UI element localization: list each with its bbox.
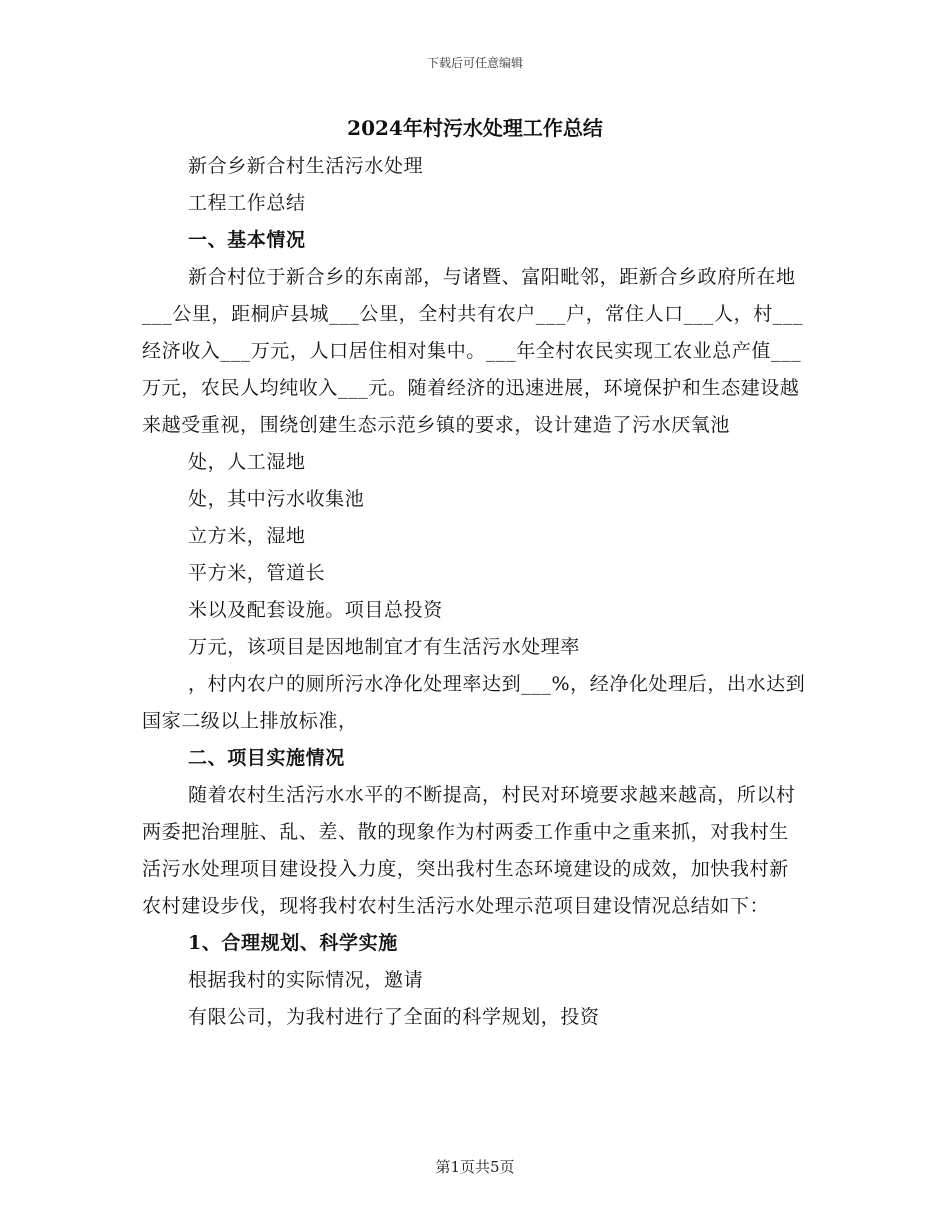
paragraph: 新合村位于新合乡的东南部，与诸暨、富阳毗邻，距新合乡政府所在地___公里，距桐庐县城___公里，全村共有农户___户，常住人口___人，村___经济收入___万元，人口居住相对集中。___年全村农民实现工农业总产值___万元，农民人均纯收入___元。随着经济的迅速进展，环境保护和生态建设越来越受重视，围绕创建生态示范乡镇的要求，设计建造了污水厌氧池 — [142, 266, 804, 436]
paragraph: 平方米，管道长 — [188, 562, 326, 584]
page-header: 下载后可任意编辑 — [426, 56, 523, 70]
paragraph: 新合乡新合村生活污水处理 — [188, 155, 424, 177]
paragraph: 处，其中污水收集池 — [188, 488, 365, 510]
paragraph: 万元，该项目是因地制宜才有生活污水处理率 — [188, 636, 581, 658]
paragraph: 根据我村的实际情况，邀请 — [188, 969, 424, 991]
paragraph: 有限公司，为我村进行了全面的科学规划，投资 — [188, 1006, 600, 1028]
section-heading: 一、基本情况 — [188, 229, 306, 251]
paragraph: ，村内农户的厕所污水净化处理率达到___%，经净化处理后，出水达到国家二级以上排放标准， — [142, 673, 806, 732]
paragraph: 米以及配套设施。项目总投资 — [188, 599, 443, 621]
paragraph: 立方米，湿地 — [188, 525, 306, 547]
document-title: 2024年村污水处理工作总结 — [347, 116, 603, 140]
paragraph: 随着农村生活污水水平的不断提高，村民对环境要求越来越高，所以村两委把治理脏、乱、差、散的现象作为村两委工作重中之重来抓，对我村生活污水处理项目建设投入力度，突出我村生态环境建设的成效，加快我村新农村建设步伐，现将我村农村生活污水处理示范项目建设情况总结如下： — [142, 784, 796, 917]
paragraph: 处，人工湿地 — [188, 451, 306, 473]
paragraph: 工程工作总结 — [188, 192, 306, 214]
document-body — [142, 114, 808, 1036]
section-heading: 二、项目实施情况 — [188, 747, 345, 769]
document-paragraphs — [142, 148, 808, 1036]
section-heading: 1、合理规划、科学实施 — [188, 932, 398, 954]
page-footer: 第1页共5页 — [435, 1158, 515, 1176]
